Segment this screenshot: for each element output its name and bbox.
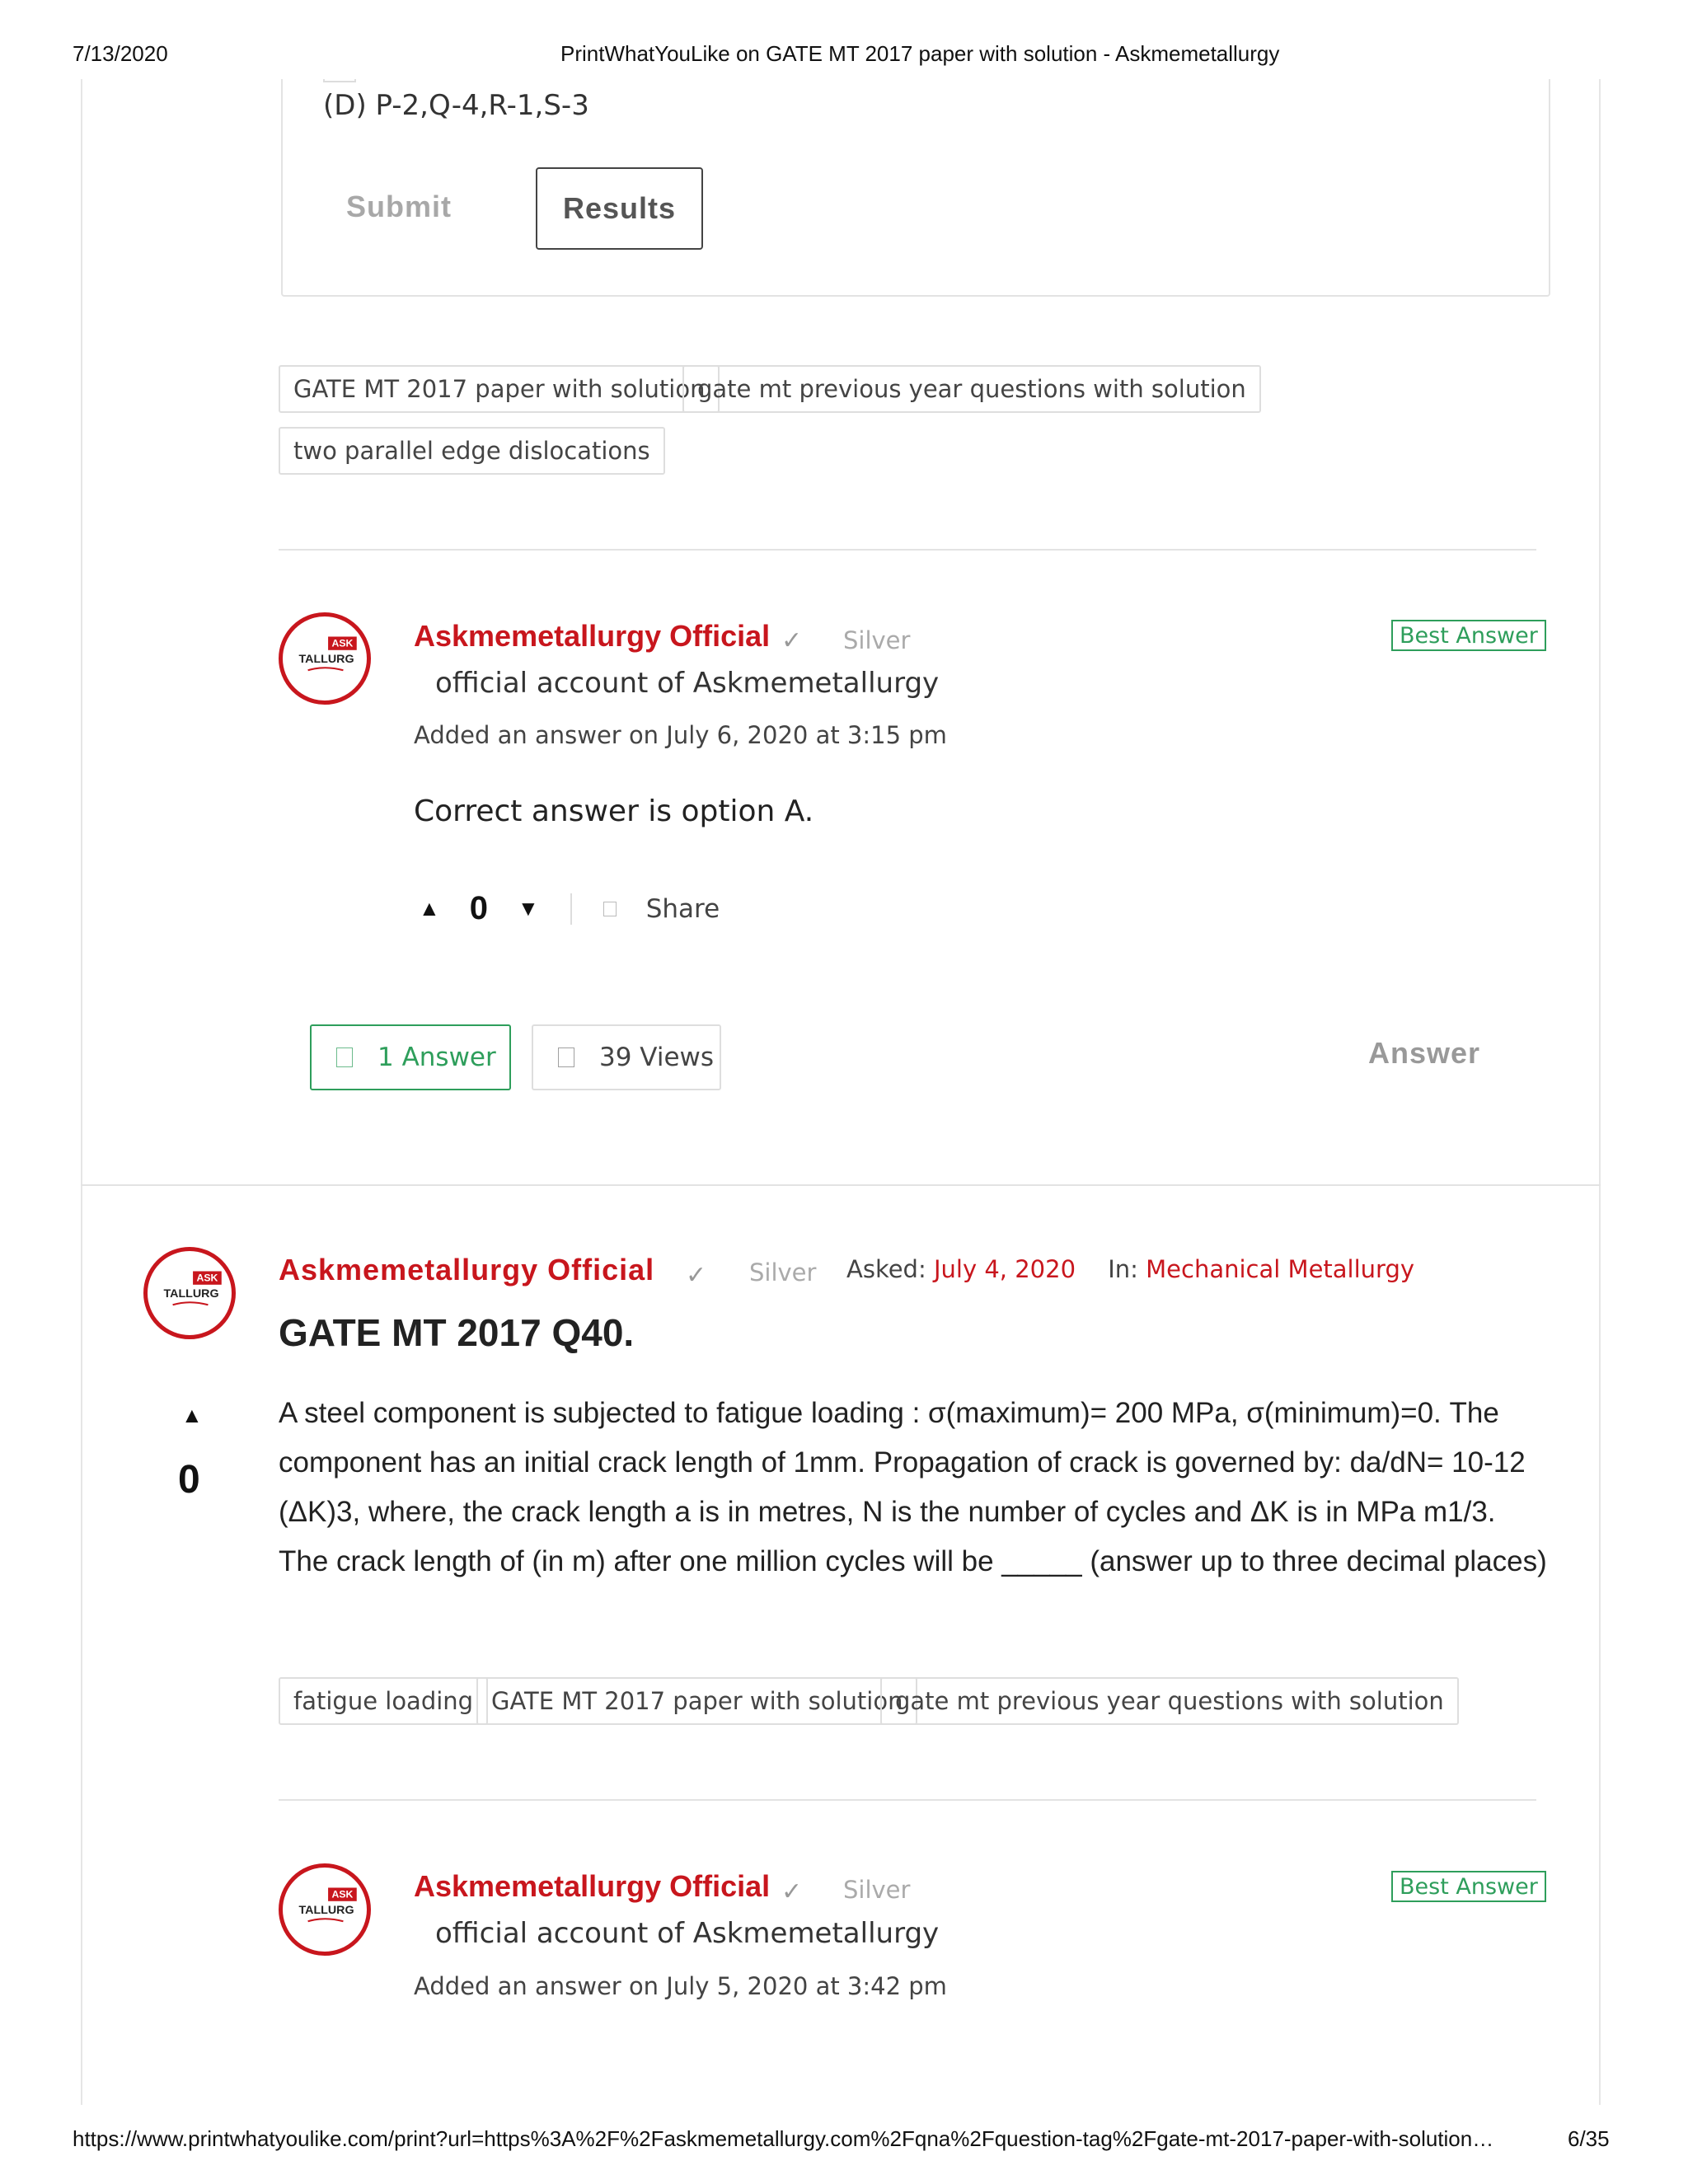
user-badge: Silver (749, 1258, 817, 1286)
question-vote-count: 0 (178, 1458, 200, 1502)
print-footer-page: 6/35 (1568, 2126, 1610, 2151)
question-title[interactable]: GATE MT 2017 Q40. (279, 1311, 635, 1354)
poll-radio-partial[interactable] (323, 79, 356, 82)
question-divider (81, 1184, 1601, 1186)
category-label: In: (1108, 1255, 1138, 1283)
poll-results-button[interactable]: Results (536, 167, 703, 250)
avatar[interactable] (279, 612, 371, 705)
avatar-logo-word: TALLURG (163, 1287, 219, 1301)
tag-link[interactable]: gate mt previous year questions with solution (682, 365, 1261, 413)
answer-author[interactable]: Askmemetallurgy Official (414, 619, 771, 653)
tag-link[interactable]: fatigue loading (279, 1677, 488, 1725)
eye-icon (558, 1047, 574, 1067)
views-count-label: 39 Views (599, 1043, 715, 1072)
page-frame-left (81, 79, 82, 2105)
section-divider (279, 549, 1536, 551)
avatar[interactable] (279, 1863, 371, 1956)
user-badge: Silver (843, 1876, 911, 1904)
share-link[interactable]: Share (645, 893, 720, 924)
asked-label: Asked: (846, 1255, 926, 1283)
views-count-button[interactable] (532, 1024, 721, 1090)
user-badge: Silver (843, 626, 911, 654)
vote-count: 0 (469, 890, 488, 926)
answer-date: Added an answer on July 5, 2020 at 3:42 pm (414, 1972, 947, 2000)
comment-icon (336, 1047, 353, 1067)
page-frame-right (1599, 79, 1601, 2105)
answer-date: Added an answer on July 6, 2020 at 3:15 pm (414, 721, 947, 749)
question-body: A steel component is subjected to fatigue loading : σ(maximum)= 200 MPa, σ(minimum)=0. The component has an initial crack length of 1mm. Propagation of crack is governed by: da/dN= 10-12 (ΔK)3, where, the crack length a is in metres, N is the number of cycles and ΔK is in MPa m1/3. The crack length of (in m) after one million cycles will be _____ (answer up to three decimal places) (279, 1397, 1547, 1577)
author-description: official account of Askmemetallurgy (435, 1917, 940, 1950)
question-vote-up-icon[interactable]: ▲ (181, 1403, 203, 1427)
poll-option-d[interactable]: (D) P-2,Q-4,R-1,S-3 (323, 89, 589, 122)
question-meta (846, 1255, 1414, 1283)
vote-separator (570, 893, 572, 925)
avatar-logo-text: ASK (331, 1888, 354, 1900)
print-date: 7/13/2020 (73, 41, 168, 66)
best-answer-badge: Best Answer (1391, 620, 1546, 651)
vote-up-icon[interactable]: ▲ (419, 896, 440, 921)
question-author[interactable]: Askmemetallurgy Official (279, 1253, 655, 1286)
avatar-logo-text: ASK (196, 1272, 218, 1284)
avatar-logo-text: ASK (331, 637, 354, 649)
avatar-logo-word: TALLURG (298, 1904, 354, 1918)
avatar-logo-word: TALLURG (298, 653, 354, 667)
category-link[interactable]: Mechanical Metallurgy (1146, 1255, 1415, 1283)
avatar[interactable] (143, 1247, 236, 1339)
print-title: PrintWhatYouLike on GATE MT 2017 paper with solution - Askmemetallurgy (560, 41, 1280, 66)
author-description: official account of Askmemetallurgy (435, 667, 940, 700)
share-icon[interactable] (603, 902, 617, 916)
vote-bar (419, 890, 720, 927)
answer-author[interactable]: Askmemetallurgy Official (414, 1869, 771, 1903)
answer-button[interactable]: Answer (1368, 1036, 1481, 1070)
asked-date-link[interactable]: July 4, 2020 (933, 1255, 1076, 1283)
tag-link[interactable]: gate mt previous year questions with solution (880, 1677, 1459, 1725)
best-answer-badge: Best Answer (1391, 1871, 1546, 1902)
print-footer-url: https://www.printwhatyoulike.com/print?url=https%3A%2F%2Faskmemetallurgy.com%2Fqna%2Fquestion-tag%2Fgate-mt-2017-paper-with-solution… (73, 2126, 1494, 2151)
answers-count-button[interactable] (310, 1024, 511, 1090)
tag-link[interactable]: GATE MT 2017 paper with solution (476, 1677, 917, 1725)
tag-link[interactable]: GATE MT 2017 paper with solution (279, 365, 720, 413)
tag-link[interactable]: two parallel edge dislocations (279, 427, 665, 475)
verified-icon: ✓ (686, 1262, 707, 1289)
answers-count-label: 1 Answer (377, 1043, 496, 1072)
poll-submit-button[interactable]: Submit (346, 190, 452, 223)
section-divider (279, 1799, 1536, 1801)
vote-down-icon[interactable]: ▼ (517, 896, 539, 921)
verified-icon: ✓ (781, 627, 803, 654)
answer-text: Correct answer is option A. (414, 794, 814, 828)
verified-icon: ✓ (781, 1878, 803, 1905)
